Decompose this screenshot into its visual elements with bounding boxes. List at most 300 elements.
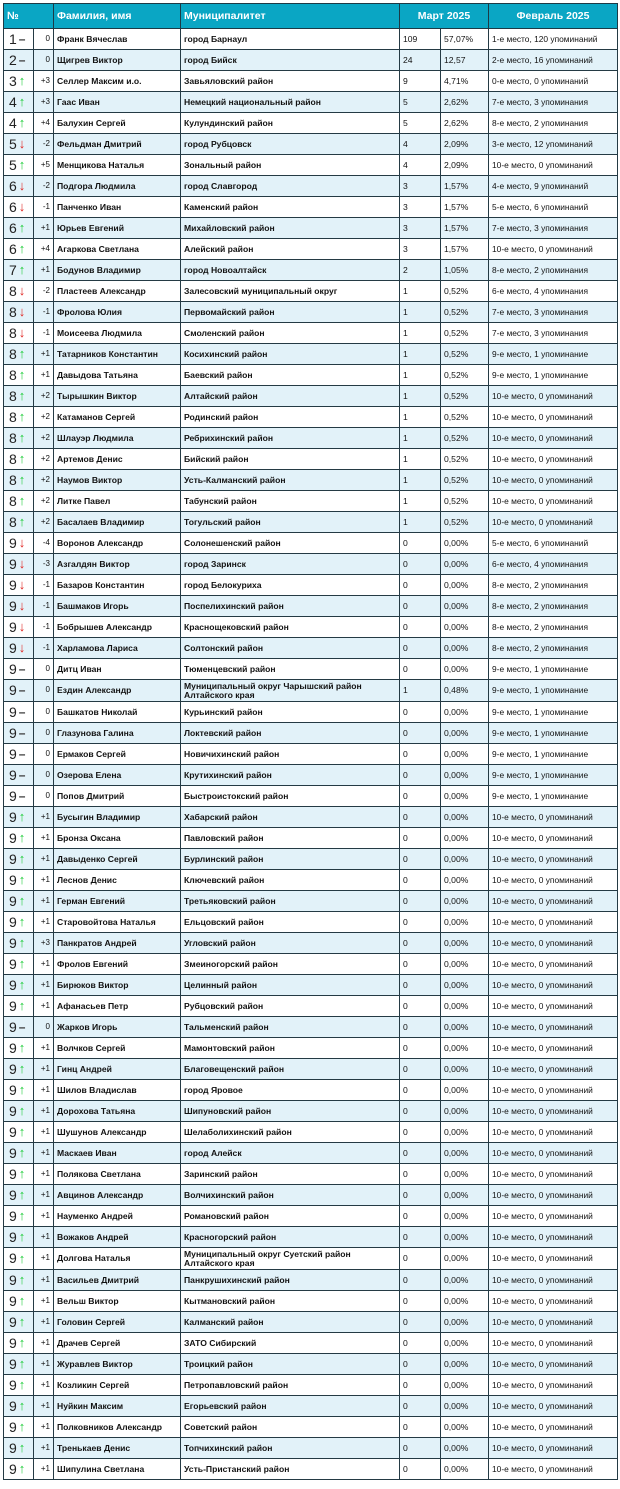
- rank-change: +1: [34, 1354, 54, 1375]
- arrow-up-icon: ↑: [18, 73, 26, 89]
- rank-number: 9: [9, 1292, 17, 1309]
- arrow-up-icon: ↑: [18, 935, 26, 951]
- arrow-up-icon: ↑: [18, 1103, 26, 1119]
- rank-number: 8: [9, 345, 17, 362]
- table-row: [4, 1312, 618, 1333]
- february-result: 7-е место, 3 упоминания: [489, 323, 618, 344]
- rank-number: 9: [9, 850, 17, 867]
- person-name: Панченко Иван: [54, 197, 181, 218]
- rank-cell: [4, 449, 34, 470]
- person-name: Фельдман Дмитрий: [54, 134, 181, 155]
- february-result: 8-е место, 2 упоминания: [489, 617, 618, 638]
- municipality: Волчихинский район: [181, 1185, 400, 1206]
- march-count: 1: [400, 386, 441, 407]
- rank-cell: [4, 155, 34, 176]
- rank-change: -1: [34, 617, 54, 638]
- arrow-up-icon: ↑: [18, 1061, 26, 1077]
- person-name: Татарников Константин: [54, 344, 181, 365]
- municipality: Тюменцевский район: [181, 659, 400, 680]
- march-count: 0: [400, 975, 441, 996]
- rank-cell: [4, 807, 34, 828]
- rank-cell: [4, 596, 34, 617]
- february-result: 7-е место, 3 упоминания: [489, 218, 618, 239]
- march-percent: 0,52%: [441, 407, 489, 428]
- rank-cell: [4, 491, 34, 512]
- february-result: 2-е место, 16 упоминаний: [489, 50, 618, 71]
- municipality: Зональный район: [181, 155, 400, 176]
- person-name: Гинц Андрей: [54, 1059, 181, 1080]
- rank-cell: [4, 575, 34, 596]
- march-percent: 0,00%: [441, 828, 489, 849]
- person-name: Харламова Лариса: [54, 638, 181, 659]
- person-name: Пластеев Александр: [54, 281, 181, 302]
- person-name: Башмаков Игорь: [54, 596, 181, 617]
- header-march: Март 2025: [400, 4, 489, 29]
- rank-number: 9: [9, 724, 17, 741]
- arrow-up-icon: ↑: [18, 1208, 26, 1224]
- rank-cell: [4, 638, 34, 659]
- rank-cell: [4, 617, 34, 638]
- arrow-up-icon: ↑: [18, 1272, 26, 1288]
- rank-change: +2: [34, 386, 54, 407]
- march-percent: 0,00%: [441, 1101, 489, 1122]
- march-count: 0: [400, 828, 441, 849]
- rank-cell: [4, 554, 34, 575]
- march-count: 4: [400, 134, 441, 155]
- arrow-up-icon: ↑: [18, 346, 26, 362]
- arrow-up-icon: ↑: [18, 914, 26, 930]
- arrow-down-icon: ↓: [18, 136, 26, 152]
- municipality: Усть-Пристанский район: [181, 1459, 400, 1480]
- table-row: [4, 344, 618, 365]
- february-result: 10-е место, 0 упоминаний: [489, 1396, 618, 1417]
- february-result: 9-е место, 1 упоминание: [489, 744, 618, 765]
- table-row: [4, 638, 618, 659]
- arrow-up-icon: ↑: [18, 998, 26, 1014]
- rank-change: +4: [34, 239, 54, 260]
- february-result: 8-е место, 2 упоминания: [489, 596, 618, 617]
- rank-cell: [4, 1227, 34, 1248]
- table-row: [4, 71, 618, 92]
- february-result: 10-е место, 0 упоминаний: [489, 870, 618, 891]
- table-row: [4, 113, 618, 134]
- rank-cell: [4, 92, 34, 113]
- rank-number: 9: [9, 1186, 17, 1203]
- rank-change: +3: [34, 92, 54, 113]
- rank-change: 0: [34, 702, 54, 723]
- person-name: Юрьев Евгений: [54, 218, 181, 239]
- arrow-up-icon: ↑: [18, 220, 26, 236]
- march-count: 0: [400, 554, 441, 575]
- dash-icon: –: [18, 52, 26, 67]
- february-result: 7-е место, 3 упоминания: [489, 302, 618, 323]
- rank-change: +1: [34, 1248, 54, 1270]
- person-name: Авцинов Александр: [54, 1185, 181, 1206]
- rank-cell: [4, 765, 34, 786]
- march-count: 0: [400, 1248, 441, 1270]
- rank-cell: [4, 29, 34, 50]
- person-name: Катаманов Сергей: [54, 407, 181, 428]
- march-count: 0: [400, 849, 441, 870]
- march-count: 0: [400, 1017, 441, 1038]
- march-percent: 1,57%: [441, 218, 489, 239]
- march-count: 0: [400, 638, 441, 659]
- february-result: 10-е место, 0 упоминаний: [489, 1375, 618, 1396]
- rank-change: 0: [34, 786, 54, 807]
- table-row: [4, 1122, 618, 1143]
- person-name: Литке Павел: [54, 491, 181, 512]
- rank-change: +1: [34, 1038, 54, 1059]
- march-percent: 0,00%: [441, 1206, 489, 1227]
- municipality: Ельцовский район: [181, 912, 400, 933]
- person-name: Базаров Константин: [54, 575, 181, 596]
- arrow-up-icon: ↑: [18, 1124, 26, 1140]
- february-result: 6-е место, 4 упоминания: [489, 281, 618, 302]
- arrow-up-icon: ↑: [18, 409, 26, 425]
- february-result: 10-е место, 0 упоминаний: [489, 1080, 618, 1101]
- table-row: [4, 512, 618, 533]
- table-row: [4, 365, 618, 386]
- february-result: 10-е место, 0 упоминаний: [489, 1459, 618, 1480]
- rank-cell: [4, 71, 34, 92]
- rank-change: +1: [34, 1438, 54, 1459]
- municipality: ЗАТО Сибирский: [181, 1333, 400, 1354]
- person-name: Бодунов Владимир: [54, 260, 181, 281]
- rank-number: 9: [9, 829, 17, 846]
- arrow-up-icon: ↑: [18, 514, 26, 530]
- rank-number: 9: [9, 787, 17, 804]
- person-name: Шушунов Александр: [54, 1122, 181, 1143]
- rank-number: 9: [9, 892, 17, 909]
- municipality: Курьинский район: [181, 702, 400, 723]
- table-row: [4, 849, 618, 870]
- table-row: [4, 1270, 618, 1291]
- dash-icon: –: [18, 725, 26, 740]
- person-name: Бусыгин Владимир: [54, 807, 181, 828]
- person-name: Моисеева Людмила: [54, 323, 181, 344]
- february-result: 10-е место, 0 упоминаний: [489, 470, 618, 491]
- municipality: Угловский район: [181, 933, 400, 954]
- march-percent: 0,52%: [441, 428, 489, 449]
- table-row: [4, 218, 618, 239]
- municipality: Косихинский район: [181, 344, 400, 365]
- rank-number: 8: [9, 471, 17, 488]
- february-result: 3-е место, 12 упоминаний: [489, 134, 618, 155]
- march-percent: 0,52%: [441, 512, 489, 533]
- person-name: Гаас Иван: [54, 92, 181, 113]
- rank-change: +1: [34, 975, 54, 996]
- rank-number: 9: [9, 660, 17, 677]
- rank-number: 6: [9, 219, 17, 236]
- arrow-up-icon: ↑: [18, 1314, 26, 1330]
- rank-number: 8: [9, 282, 17, 299]
- rank-cell: [4, 1312, 34, 1333]
- municipality: Мамонтовский район: [181, 1038, 400, 1059]
- march-count: 109: [400, 29, 441, 50]
- person-name: Вельш Виктор: [54, 1291, 181, 1312]
- march-count: 0: [400, 1375, 441, 1396]
- rank-number: 9: [9, 808, 17, 825]
- municipality: Бурлинский район: [181, 849, 400, 870]
- rank-number: 4: [9, 93, 17, 110]
- municipality: Тогульский район: [181, 512, 400, 533]
- march-count: 0: [400, 533, 441, 554]
- rank-number: 8: [9, 513, 17, 530]
- table-row: [4, 828, 618, 849]
- municipality: Ключевский район: [181, 870, 400, 891]
- rank-number: 6: [9, 240, 17, 257]
- rank-change: +2: [34, 449, 54, 470]
- february-result: 10-е место, 0 упоминаний: [489, 1185, 618, 1206]
- arrow-down-icon: ↓: [18, 535, 26, 551]
- march-percent: 57,07%: [441, 29, 489, 50]
- arrow-up-icon: ↑: [18, 977, 26, 993]
- arrow-down-icon: ↓: [18, 325, 26, 341]
- march-percent: 12,57: [441, 50, 489, 71]
- person-name: Волчков Сергей: [54, 1038, 181, 1059]
- rank-number: 8: [9, 492, 17, 509]
- municipality: Тальменский район: [181, 1017, 400, 1038]
- municipality: Благовещенский район: [181, 1059, 400, 1080]
- rank-cell: [4, 197, 34, 218]
- march-percent: 0,52%: [441, 302, 489, 323]
- person-name: Басалаев Владимир: [54, 512, 181, 533]
- march-percent: 0,00%: [441, 1038, 489, 1059]
- municipality: Крутихинский район: [181, 765, 400, 786]
- march-percent: 0,00%: [441, 1270, 489, 1291]
- march-percent: 0,00%: [441, 702, 489, 723]
- arrow-up-icon: ↑: [18, 1461, 26, 1477]
- february-result: 8-е место, 2 упоминания: [489, 113, 618, 134]
- table-row: [4, 891, 618, 912]
- dash-icon: –: [18, 1019, 26, 1034]
- person-name: Давыденко Сергей: [54, 849, 181, 870]
- table-row: [4, 1291, 618, 1312]
- rank-cell: [4, 786, 34, 807]
- table-row: [4, 975, 618, 996]
- rank-number: 7: [9, 261, 17, 278]
- march-percent: 0,52%: [441, 449, 489, 470]
- rank-change: 0: [34, 29, 54, 50]
- march-count: 0: [400, 996, 441, 1017]
- dash-icon: –: [18, 788, 26, 803]
- rank-cell: [4, 744, 34, 765]
- march-percent: 0,00%: [441, 1227, 489, 1248]
- march-percent: 0,00%: [441, 575, 489, 596]
- march-percent: 0,52%: [441, 281, 489, 302]
- rank-cell: [4, 1122, 34, 1143]
- municipality: Немецкий национальный район: [181, 92, 400, 113]
- february-result: 10-е место, 0 упоминаний: [489, 807, 618, 828]
- rank-cell: [4, 933, 34, 954]
- rank-change: +1: [34, 1227, 54, 1248]
- rank-cell: [4, 50, 34, 71]
- march-percent: 2,62%: [441, 92, 489, 113]
- march-count: 1: [400, 302, 441, 323]
- rank-change: -2: [34, 176, 54, 197]
- march-percent: 0,00%: [441, 807, 489, 828]
- february-result: 10-е место, 0 упоминаний: [489, 386, 618, 407]
- march-count: 0: [400, 744, 441, 765]
- march-percent: 0,48%: [441, 680, 489, 702]
- table-row: [4, 1143, 618, 1164]
- municipality: Новичихинский район: [181, 744, 400, 765]
- rank-change: 0: [34, 50, 54, 71]
- february-result: 10-е место, 0 упоминаний: [489, 975, 618, 996]
- rank-number: 9: [9, 1460, 17, 1477]
- person-name: Тырышкин Виктор: [54, 386, 181, 407]
- rank-change: +2: [34, 491, 54, 512]
- municipality: Егорьевский район: [181, 1396, 400, 1417]
- rank-cell: [4, 176, 34, 197]
- rank-change: -4: [34, 533, 54, 554]
- table-row: [4, 323, 618, 344]
- february-result: 9-е место, 1 упоминание: [489, 723, 618, 744]
- rank-cell: [4, 323, 34, 344]
- rank-number: 9: [9, 703, 17, 720]
- march-count: 1: [400, 323, 441, 344]
- table-row: [4, 702, 618, 723]
- rank-change: +1: [34, 1122, 54, 1143]
- arrow-down-icon: ↓: [18, 619, 26, 635]
- table-row: [4, 491, 618, 512]
- february-result: 1-е место, 120 упоминаний: [489, 29, 618, 50]
- february-result: 0-е место, 0 упоминаний: [489, 71, 618, 92]
- municipality: город Бийск: [181, 50, 400, 71]
- table-row: [4, 1164, 618, 1185]
- march-percent: 1,57%: [441, 197, 489, 218]
- march-percent: 0,00%: [441, 912, 489, 933]
- february-result: 9-е место, 1 упоминание: [489, 702, 618, 723]
- rank-number: 9: [9, 1123, 17, 1140]
- municipality: Рубцовский район: [181, 996, 400, 1017]
- arrow-up-icon: ↑: [18, 851, 26, 867]
- february-result: 10-е место, 0 упоминаний: [489, 1270, 618, 1291]
- march-count: 1: [400, 365, 441, 386]
- rank-cell: [4, 1059, 34, 1080]
- february-result: 10-е место, 0 упоминаний: [489, 1438, 618, 1459]
- rank-change: +1: [34, 996, 54, 1017]
- table-row: [4, 197, 618, 218]
- person-name: Бобрышев Александр: [54, 617, 181, 638]
- rank-number: 6: [9, 198, 17, 215]
- march-percent: 0,52%: [441, 323, 489, 344]
- municipality: Троицкий район: [181, 1354, 400, 1375]
- rank-number: 9: [9, 1313, 17, 1330]
- person-name: Жарков Игорь: [54, 1017, 181, 1038]
- march-percent: 2,62%: [441, 113, 489, 134]
- march-count: 0: [400, 1438, 441, 1459]
- arrow-up-icon: ↑: [18, 241, 26, 257]
- february-result: 10-е место, 0 упоминаний: [489, 1143, 618, 1164]
- dash-icon: –: [18, 31, 26, 46]
- march-percent: 0,00%: [441, 1059, 489, 1080]
- table-row: [4, 428, 618, 449]
- rank-number: 9: [9, 1397, 17, 1414]
- march-percent: 0,00%: [441, 1312, 489, 1333]
- person-name: Ермаков Сергей: [54, 744, 181, 765]
- arrow-up-icon: ↑: [18, 367, 26, 383]
- person-name: Селлер Максим и.о.: [54, 71, 181, 92]
- municipality: Ребрихинский район: [181, 428, 400, 449]
- dash-icon: –: [18, 704, 26, 719]
- february-result: 9-е место, 1 упоминание: [489, 344, 618, 365]
- person-name: Козликин Сергей: [54, 1375, 181, 1396]
- rank-change: +1: [34, 1080, 54, 1101]
- table-row: [4, 1396, 618, 1417]
- rank-change: +4: [34, 113, 54, 134]
- arrow-up-icon: ↑: [18, 1187, 26, 1203]
- municipality: город Рубцовск: [181, 134, 400, 155]
- march-count: 0: [400, 596, 441, 617]
- rank-cell: [4, 260, 34, 281]
- march-count: 0: [400, 1080, 441, 1101]
- rank-change: +3: [34, 71, 54, 92]
- table-row: [4, 786, 618, 807]
- table-row: [4, 1185, 618, 1206]
- municipality: Калманский район: [181, 1312, 400, 1333]
- arrow-up-icon: ↑: [18, 262, 26, 278]
- march-percent: 0,00%: [441, 723, 489, 744]
- municipality: Хабарский район: [181, 807, 400, 828]
- february-result: 10-е место, 0 упоминаний: [489, 1038, 618, 1059]
- rank-change: +1: [34, 218, 54, 239]
- rank-number: 9: [9, 1018, 17, 1035]
- rank-cell: [4, 1143, 34, 1164]
- march-count: 0: [400, 1143, 441, 1164]
- march-count: 0: [400, 1291, 441, 1312]
- rank-cell: [4, 1417, 34, 1438]
- dash-icon: –: [18, 746, 26, 761]
- person-name: Дорохова Татьяна: [54, 1101, 181, 1122]
- rank-number: 9: [9, 1271, 17, 1288]
- march-percent: 0,00%: [441, 1354, 489, 1375]
- rank-change: +1: [34, 891, 54, 912]
- rank-cell: [4, 1080, 34, 1101]
- rank-number: 9: [9, 1060, 17, 1077]
- arrow-up-icon: ↑: [18, 493, 26, 509]
- rank-cell: [4, 1206, 34, 1227]
- arrow-up-icon: ↑: [18, 1356, 26, 1372]
- municipality: Солонешенский район: [181, 533, 400, 554]
- rank-cell: [4, 659, 34, 680]
- arrow-up-icon: ↑: [18, 1166, 26, 1182]
- rank-change: -1: [34, 323, 54, 344]
- arrow-up-icon: ↑: [18, 472, 26, 488]
- rank-number: 9: [9, 1355, 17, 1372]
- municipality: Солтонский район: [181, 638, 400, 659]
- table-row: [4, 449, 618, 470]
- february-result: 10-е место, 0 упоминаний: [489, 1101, 618, 1122]
- table-row: [4, 155, 618, 176]
- march-percent: 0,52%: [441, 491, 489, 512]
- rank-number: 9: [9, 1376, 17, 1393]
- rank-number: 9: [9, 1250, 17, 1267]
- rank-cell: [4, 1354, 34, 1375]
- rank-cell: [4, 849, 34, 870]
- february-result: 10-е место, 0 упоминаний: [489, 1312, 618, 1333]
- rank-change: +2: [34, 470, 54, 491]
- rank-number: 8: [9, 450, 17, 467]
- table-row: [4, 470, 618, 491]
- table-row: [4, 176, 618, 197]
- rank-cell: [4, 344, 34, 365]
- person-name: Фролова Юлия: [54, 302, 181, 323]
- rank-number: 9: [9, 1165, 17, 1182]
- rank-number: 9: [9, 576, 17, 593]
- march-percent: 4,71%: [441, 71, 489, 92]
- table-row: [4, 617, 618, 638]
